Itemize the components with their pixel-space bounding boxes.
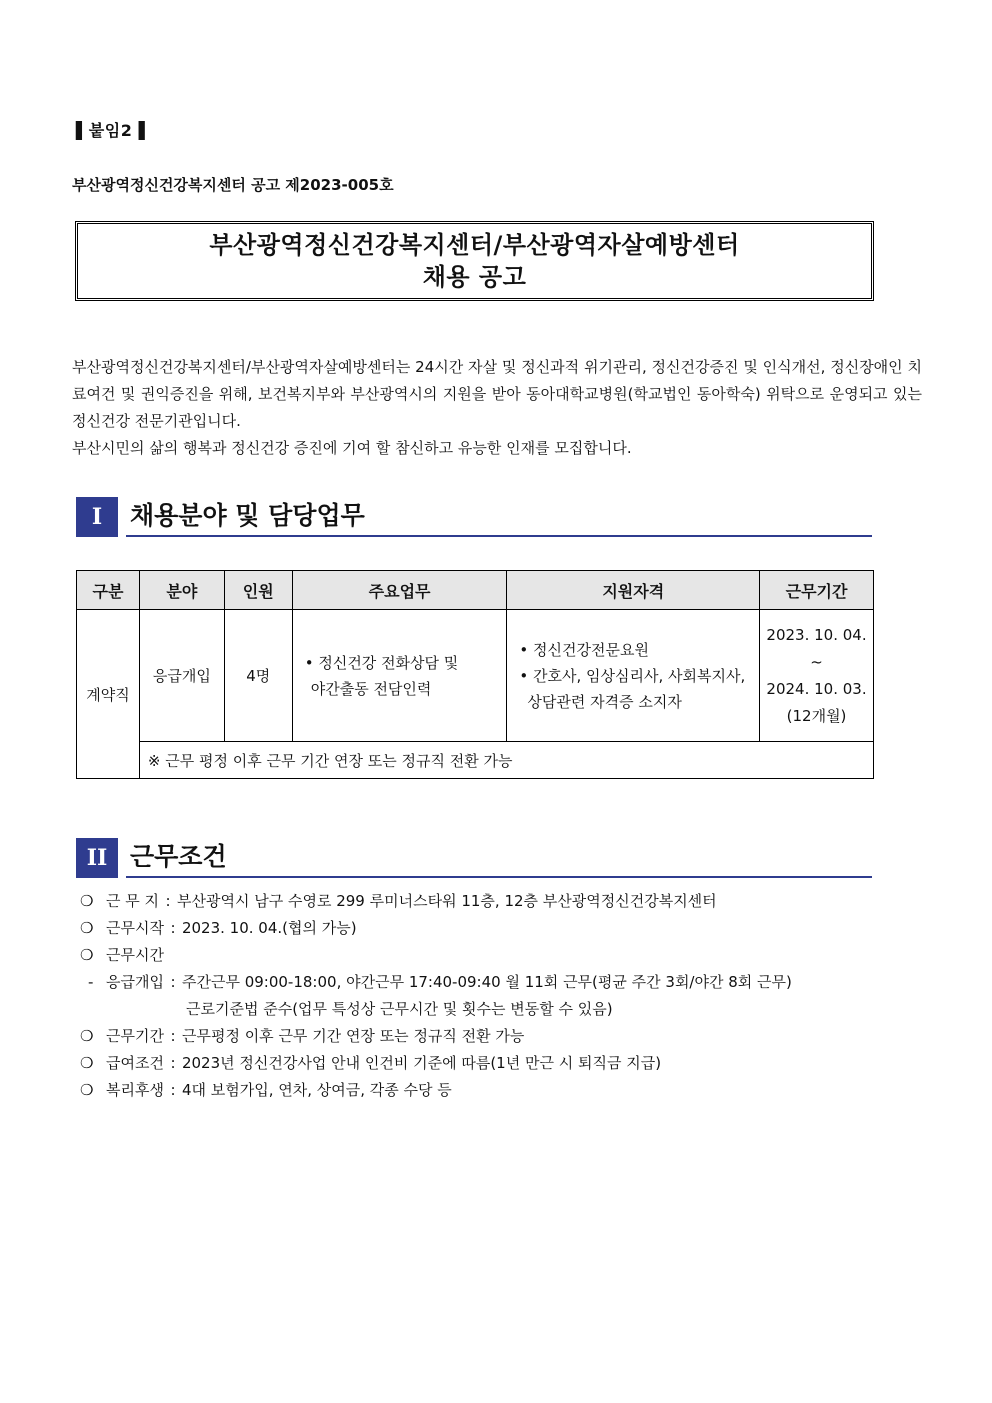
attachment-label: ▌붙임2▐: [76, 121, 146, 140]
cell-duties: [292, 610, 507, 742]
condition-welfare: [80, 1077, 792, 1104]
intro-text: [72, 354, 922, 462]
table-row: [77, 610, 874, 742]
condition-sub-label: 응급개입: [106, 973, 164, 991]
conditions-list: [80, 888, 792, 1104]
condition-salary: [80, 1050, 792, 1077]
condition-value: 4대 보험가입, 연차, 상여금, 각종 수당 등: [181, 1081, 452, 1099]
condition-separator: :: [170, 919, 176, 937]
notice-number: 부산광역정신건강복지센터 공고 제2023-005호: [72, 176, 394, 194]
table-note: ※ 근무 평정 이후 근무 기간 연장 또는 정규직 전환 가능: [139, 742, 873, 779]
duty-line-2: 야간출동 전담인력: [310, 679, 432, 698]
condition-sub-value: 주간근무 09:00-18:00, 야간근무 17:40-09:40 월 11회 근무(평균 주간 3회/야간 8회 근무): [181, 973, 792, 991]
condition-separator: :: [170, 1027, 176, 1045]
intro-paragraph-2: 부산시민의 삶의 행복과 정신건강 증진에 기여 할 참신하고 유능한 인재를 모집합니다.: [72, 439, 632, 457]
qual-line-3: 상담관련 자격증 소지자: [527, 692, 682, 711]
qual-line-2: • 간호사, 임상심리사, 사회복지사,: [519, 666, 746, 685]
circle-bullet-icon: ❍: [80, 892, 94, 910]
title-line-1: 부산광역정신건강복지센터/부산광역자살예방센터: [209, 231, 740, 259]
condition-hours-sub: [80, 969, 792, 996]
recruit-table: [76, 570, 874, 779]
period-tilde: ~: [810, 652, 823, 671]
condition-label: 근무기간: [106, 1027, 164, 1045]
table-note-row: [77, 742, 874, 779]
circle-bullet-icon: ❍: [80, 1027, 94, 1045]
circle-bullet-icon: ❍: [80, 946, 94, 964]
circle-bullet-icon: ❍: [80, 1054, 94, 1072]
dash-bullet: -: [88, 973, 94, 991]
header-duties: 주요업무: [292, 571, 507, 610]
intro-paragraph-1: 부산광역정신건강복지센터/부산광역자살예방센터는 24시간 자살 및 정신과적 위기관리, 정신건강증진 및 인식개선, 정신장애인 치료여건 및 권익증진을 위해, 보건복지부와 부산광역시의 지원을 받아 동아대학교병원(학교법인 동아학숙) 위탁으로 운영되고 있는 정신건강 전문기관입니다.: [72, 358, 922, 430]
cell-field: 응급개입: [139, 610, 224, 742]
condition-hours-sub-cont: [80, 996, 792, 1023]
period-start: 2023. 10. 04.: [766, 625, 867, 644]
condition-separator: :: [170, 973, 176, 991]
condition-label: 근 무 지: [106, 892, 160, 910]
condition-label: 근무시간: [106, 946, 164, 964]
section-2-number: II: [76, 838, 118, 878]
header-type: 구분: [77, 571, 140, 610]
table-header-row: [77, 571, 874, 610]
circle-bullet-icon: ❍: [80, 919, 94, 937]
condition-separator: :: [170, 1081, 176, 1099]
condition-value: 근무평정 이후 근무 기간 연장 또는 정규직 전환 가능: [181, 1027, 525, 1045]
cell-count: 4명: [224, 610, 292, 742]
section-2-title: 근무조건: [126, 838, 872, 878]
title-box: [75, 221, 874, 301]
cell-type: 계약직: [77, 610, 140, 779]
section-1-heading: [76, 497, 872, 537]
condition-sub-cont: 근로기준법 준수(업무 특성상 근무시간 및 횟수는 변동할 수 있음): [186, 1000, 613, 1018]
duty-line-1: • 정신건강 전화상담 및: [304, 653, 459, 672]
header-period: 근무기간: [760, 571, 874, 610]
qual-line-1: • 정신건강전문요원: [519, 640, 649, 659]
condition-separator: :: [165, 892, 171, 910]
section-1-number: I: [76, 497, 118, 537]
circle-bullet-icon: ❍: [80, 1081, 94, 1099]
condition-label: 복리후생: [106, 1081, 164, 1099]
cell-quals: [507, 610, 760, 742]
condition-term: [80, 1023, 792, 1050]
header-count: 인원: [224, 571, 292, 610]
condition-value: 2023년 정신건강사업 안내 인건비 기준에 따름(1년 만근 시 퇴직금 지급): [181, 1054, 662, 1072]
condition-start: [80, 915, 792, 942]
condition-hours: [80, 942, 792, 969]
section-1-title: 채용분야 및 담당업무: [126, 497, 872, 537]
title-line-2: 채용 공고: [422, 263, 527, 291]
section-2-heading: [76, 838, 872, 878]
condition-separator: :: [170, 1054, 176, 1072]
cell-period: [760, 610, 874, 742]
condition-value: 2023. 10. 04.(협의 가능): [181, 919, 357, 937]
header-field: 분야: [139, 571, 224, 610]
condition-label: 급여조건: [106, 1054, 164, 1072]
condition-value: 부산광역시 남구 수영로 299 루미너스타워 11층, 12층 부산광역정신건강복지센터: [177, 892, 717, 910]
condition-location: [80, 888, 792, 915]
period-end: 2024. 10. 03.: [766, 679, 867, 698]
condition-label: 근무시작: [106, 919, 164, 937]
header-quals: 지원자격: [507, 571, 760, 610]
period-months: (12개월): [786, 706, 847, 725]
